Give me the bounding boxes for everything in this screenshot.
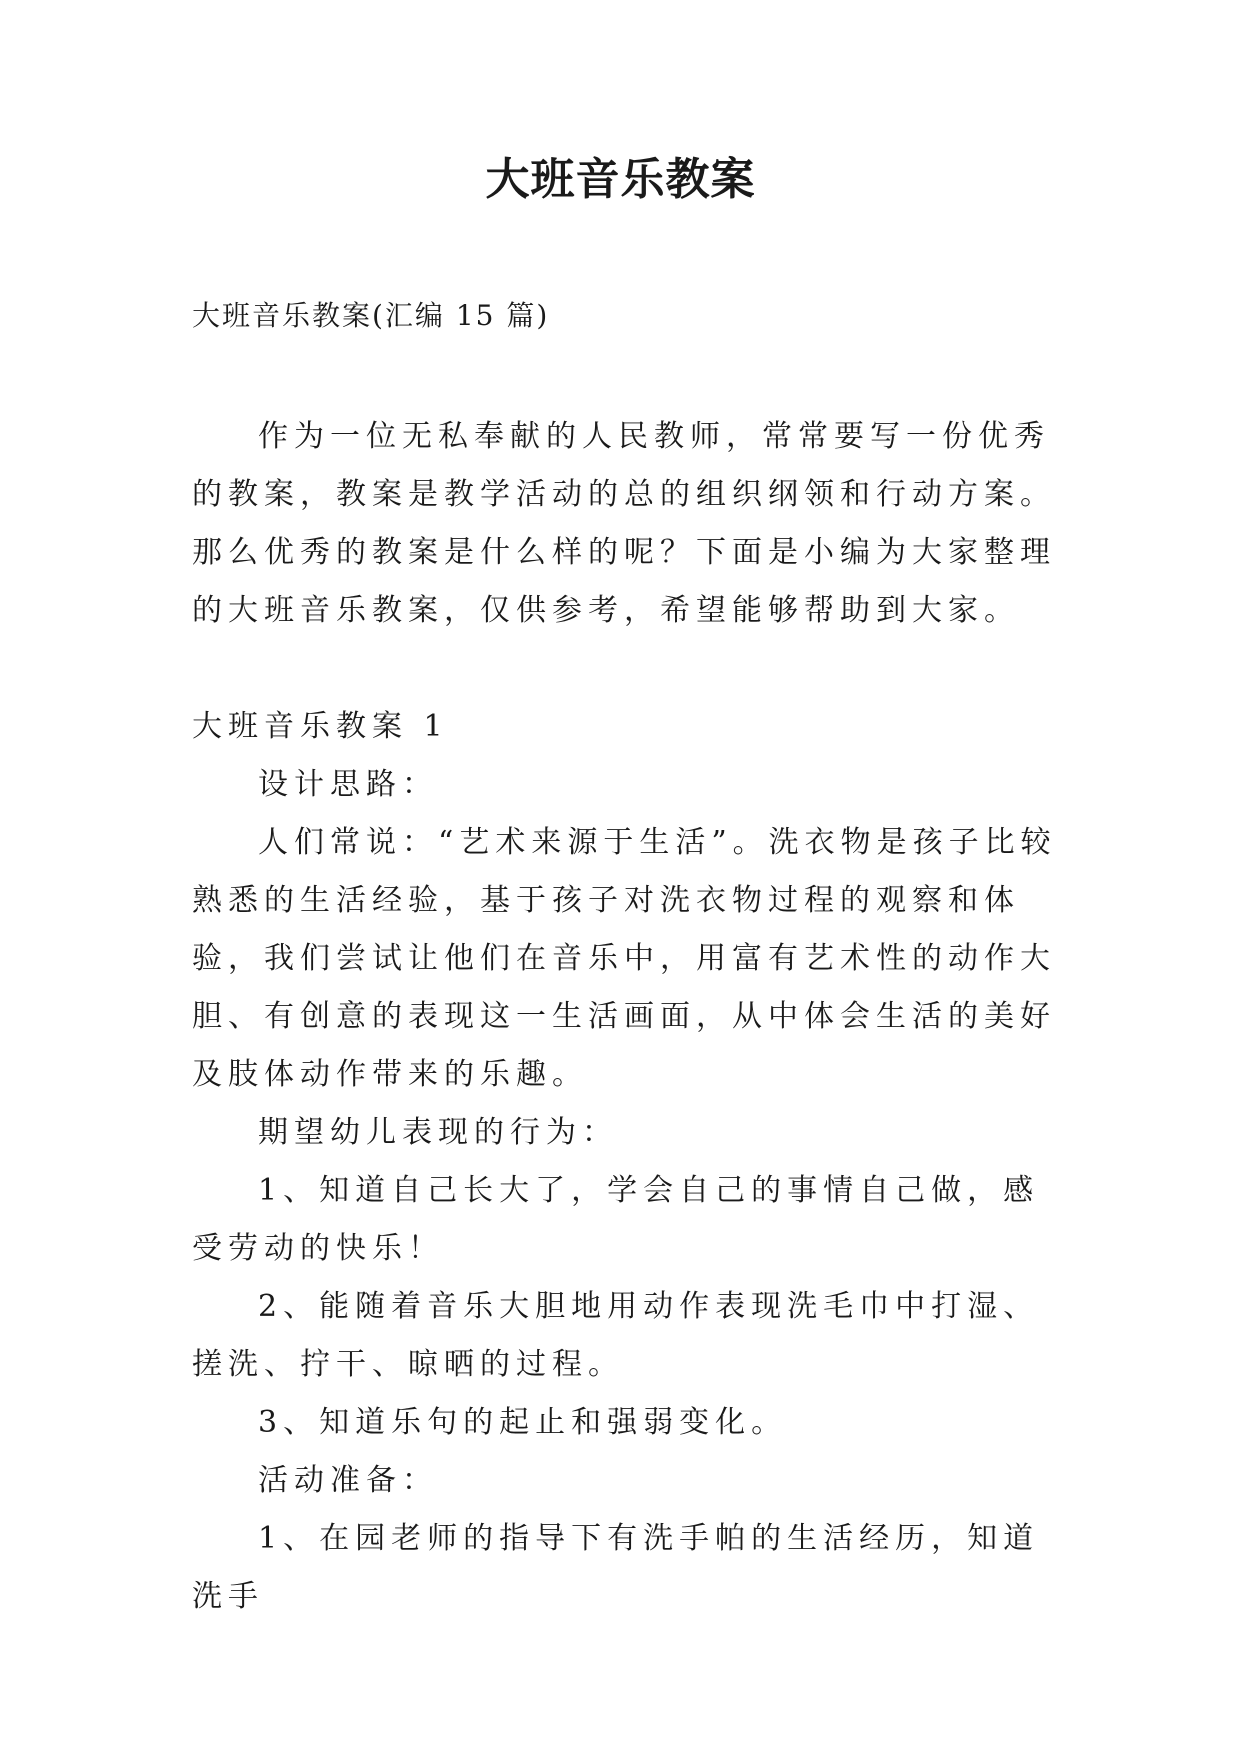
body-paragraph: 期望幼儿表现的行为： xyxy=(258,1115,618,1150)
document-subtitle: 大班音乐教案(汇编 15 篇) xyxy=(192,299,550,332)
body-paragraph: 2、能随着音乐大胆地用动作表现洗毛巾中打湿、搓洗、拧干、晾晒的过程。 xyxy=(192,1289,1040,1382)
paragraph-spacer xyxy=(192,640,1062,698)
body-paragraph: 3、知道乐句的起止和强弱变化。 xyxy=(258,1405,788,1440)
body-paragraph: 1、在园老师的指导下有洗手帕的生活经历，知道洗手 xyxy=(192,1521,1040,1614)
body-paragraph: 活动准备： xyxy=(258,1463,438,1498)
body-paragraph: 1、知道自己长大了，学会自己的事情自己做，感受劳动的快乐！ xyxy=(192,1173,1040,1266)
body-paragraph: 人们常说：“艺术来源于生活”。洗衣物是孩子比较熟悉的生活经验，基于孩子对洗衣物过程的观察和体验，我们尝试让他们在音乐中，用富有艺术性的动作大胆、有创意的表现这一生活画面，从中体会生活的美好及肢体动作带来的乐趣。 xyxy=(192,825,1057,1092)
document-body xyxy=(192,408,1062,1626)
intro-paragraph: 作为一位无私奉献的人民教师，常常要写一份优秀的教案，教案是教学活动的总的组织纲领和行动方案。那么优秀的教案是什么样的呢？下面是小编为大家整理的大班音乐教案，仅供参考，希望能够帮助到大家。 xyxy=(192,419,1056,628)
section-heading: 大班音乐教案 1 xyxy=(192,709,449,744)
body-paragraph: 设计思路： xyxy=(258,767,438,802)
document-title: 大班音乐教案 xyxy=(485,154,756,205)
